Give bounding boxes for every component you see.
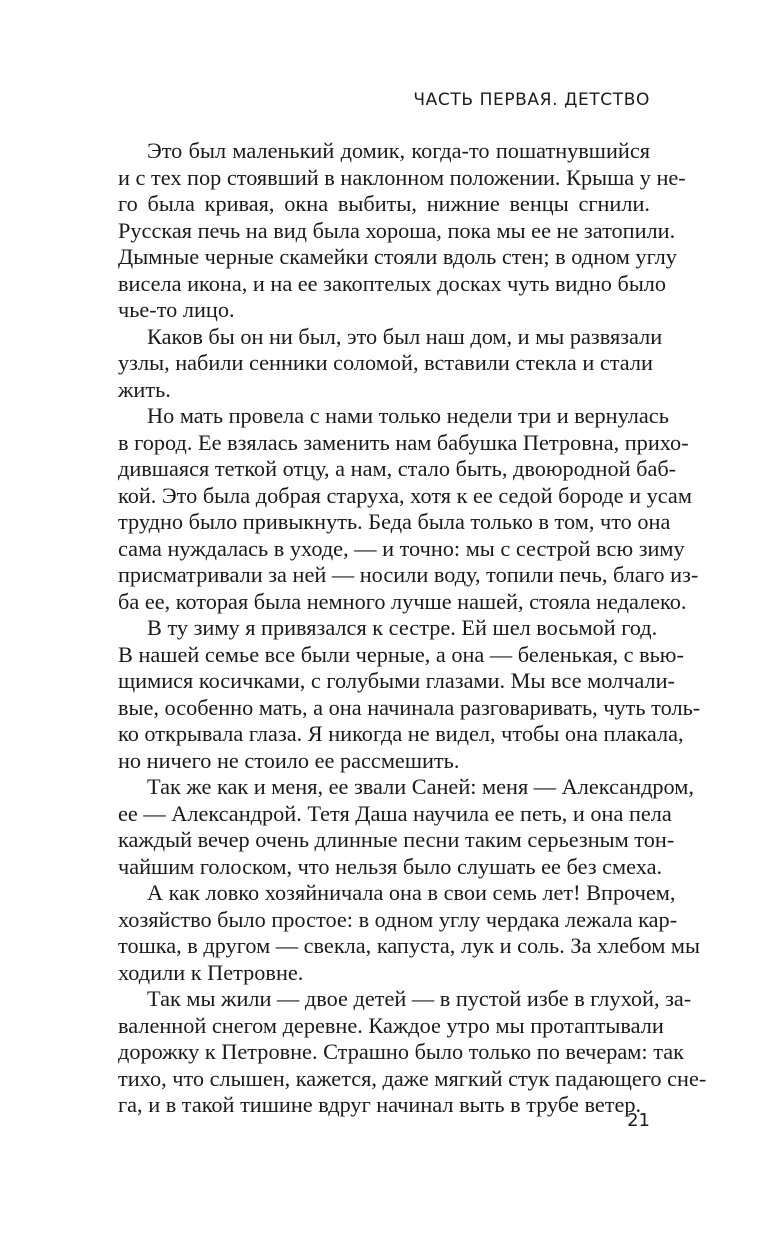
text-line: но ничего не стоило ее рассмешить. — [118, 747, 460, 773]
text-line: жить. — [118, 376, 171, 402]
text-line: ходили к Петровне. — [118, 959, 304, 985]
text-line: Но мать провела с нами только недели три и вернулась — [147, 403, 669, 428]
text-line: вые, особенно мать, а она начинала разговаривать, чуть толь- — [118, 694, 701, 720]
text-line: Так же как и меня, ее звали Саней: меня — Александром, — [147, 774, 694, 799]
text-line: Так мы жили — двое детей — в пустой избе в глухой, за- — [147, 986, 692, 1011]
text-line: щимися косичками, с голубыми глазами. Мы все молчали- — [118, 668, 675, 693]
text-line: А как ловко хозяйничала она в свои семь лет! Впрочем, — [147, 880, 676, 905]
text-line: трудно было привыкнуть. Беда была только в том, что она — [118, 509, 671, 534]
paragraph — [118, 774, 694, 880]
text-line: и с тех пор стоявший в наклонном положении. Крыша у не- — [118, 164, 686, 190]
paragraph — [118, 323, 663, 404]
text-line: узлы, набили сенники соломой, вставили стекла и стали — [118, 350, 653, 375]
text-line: ба ее, которая была немного лучше нашей, стояла недалеко. — [118, 588, 687, 614]
text-line: ее — Александрой. Тетя Даша научила ее петь, и она пела — [118, 800, 672, 826]
text-line: Дымные черные скамейки стояли вдоль стен; в одном углу — [118, 244, 677, 269]
text-line: тихо, что слышен, кажется, даже мягкий стук падающего сне- — [118, 1065, 707, 1091]
text-line: Каков бы он ни был, это был наш дом, и мы развязали — [147, 323, 663, 349]
text-line: сама нуждалась в уходе, — и точно: мы с сестрой всю зиму — [118, 535, 685, 561]
text-line: в город. Ее взялась заменить нам бабушка Петровна, прихо- — [118, 429, 689, 455]
text-line: присматривали за ней — носили воду, топили печь, благо из- — [118, 562, 699, 587]
paragraph — [118, 615, 701, 774]
text-line: го была кривая, окна выбиты, нижние венцы сгнили. — [118, 191, 650, 216]
text-line: В ту зиму я привязался к сестре. Ей шел восьмой год. — [147, 615, 658, 640]
text-line: дившаяся теткой отцу, а нам, стало быть, двоюродной баб- — [118, 456, 677, 481]
text-line: чье-то лицо. — [118, 297, 235, 322]
text-line: чайшим голоском, что нельзя было слушать ее без смеха. — [118, 853, 663, 879]
paragraph — [118, 986, 707, 1119]
text-line: га, и в такой тишине вдруг начинал выть в трубе ветер. — [118, 1092, 642, 1117]
text-line: висела икона, и на ее закоптелых досках чуть видно было — [118, 270, 667, 296]
page-number: 21 — [627, 1110, 650, 1131]
text-line: тошка, в другом — свекла, капуста, лук и соль. За хлебом мы — [118, 933, 700, 958]
text-line: каждый вечер очень длинные песни таким серьезным тон- — [118, 827, 675, 852]
text-line: ко открывала глаза. Я никогда не видел, чтобы она плакала, — [118, 721, 684, 746]
running-head: ЧАСТЬ ПЕРВАЯ. ДЕТСТВО — [413, 90, 650, 110]
paragraph — [118, 138, 686, 324]
paragraph — [118, 880, 700, 986]
text-line: дорожку к Петровне. Страшно было только по вечерам: так — [118, 1039, 684, 1064]
paragraph — [118, 403, 699, 615]
text-line: Русская печь на вид была хороша, пока мы ее не затопили. — [118, 217, 676, 243]
body-text — [118, 138, 707, 1119]
text-line: В нашей семье все были черные, а она — беленькая, с вью- — [118, 641, 684, 667]
text-line: Это был маленький домик, когда-то пошатнувшийся — [147, 138, 650, 163]
text-line: кой. Это была добрая старуха, хотя к ее седой бороде и усам — [118, 482, 692, 508]
text-line: хозяйство было простое: в одном углу чердака лежала кар- — [118, 906, 678, 932]
text-line: валенной снегом деревне. Каждое утро мы протаптывали — [118, 1012, 664, 1038]
